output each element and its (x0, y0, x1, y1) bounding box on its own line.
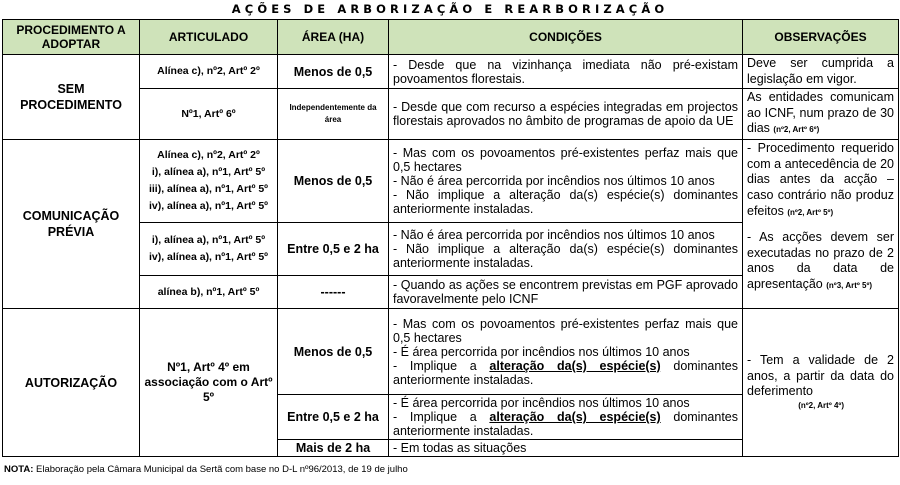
area-cell: Entre 0,5 e 2 ha (278, 223, 389, 276)
area-cell: Menos de 0,5 (278, 55, 389, 89)
note-label: NOTA: (4, 464, 34, 475)
legal-reference: (nº2, Artº 5º) (787, 207, 834, 217)
observations-cell (743, 309, 899, 457)
table-row (3, 140, 899, 223)
conditions-cell (389, 223, 743, 276)
obs-text: - Tem a validade de 2 anos, a partir da data do deferimento (747, 353, 894, 399)
legal-reference: (nº3, Artº 5º) (826, 280, 873, 290)
conditions-cell (389, 309, 743, 395)
articulado-line: iv), alínea a), nº1, Artº 5º (148, 251, 269, 264)
condition-line: - Mas com os povoamentos pré-existentes perfaz mais que 0,5 hectares (393, 146, 738, 175)
articulado-line: Alínea c), nº2, Artº 2º (157, 149, 260, 162)
articulado-cell: Nº1, Artº 6º (140, 89, 278, 140)
observation-paragraph (747, 230, 894, 293)
articulado-cell (140, 223, 278, 276)
condition-line: - Não é área percorrida por incêndios nos últimos 10 anos (393, 228, 715, 243)
observations-cell (743, 89, 899, 140)
articulado-line: iii), alínea a), nº1, Artº 5º (148, 183, 269, 196)
legal-reference: (nº2, Artº 6º) (773, 125, 820, 135)
header-row (3, 20, 899, 55)
condition-emphasis: alteração da(s) espécie(s) (489, 410, 661, 425)
condition-emphasis: alteração da(s) espécie(s) (489, 358, 661, 373)
observation-paragraph (747, 141, 894, 220)
table-row (3, 309, 899, 395)
condition-line: - Não implique a alteração da(s) espécie(s) dominantes anteriormente instaladas. (393, 242, 738, 271)
header-condicoes: CONDIÇÕES (389, 20, 743, 55)
articulado-cell: Nº1, Artº 4º em associação com o Artº 5º (140, 309, 278, 457)
header-observacoes: OBSERVAÇÕES (743, 20, 899, 55)
area-cell: ------ (278, 276, 389, 309)
conditions-cell: - Em todas as situações (389, 440, 743, 457)
condition-line: - Mas com os povoamentos pré-existentes perfaz mais que 0,5 hectares (393, 316, 738, 345)
obs-text: - As acções devem ser executadas no prazo de 2 anos da data de apresentação (747, 230, 894, 291)
articulado-line: i), alínea a), nº1, Artº 5º (151, 166, 266, 179)
articulado-cell: Alínea c), nº2, Artº 2º (140, 55, 278, 89)
condition-line: - É área percorrida por incêndios nos últimos 10 anos (393, 396, 690, 411)
header-procedimento: PROCEDIMENTO A ADOPTAR (3, 20, 140, 55)
procedure-comunicacao: COMUNICAÇÃO PRÉVIA (3, 140, 140, 309)
condition-text: dominantes anteriormente instaladas. (393, 410, 738, 439)
area-cell: Mais de 2 ha (278, 440, 389, 457)
area-cell: Menos de 0,5 (278, 309, 389, 395)
conditions-cell: - Quando as ações se encontrem previstas em PGF aprovado favoravelmente pelo ICNF (389, 276, 743, 309)
observations-cell (743, 140, 899, 309)
condition-line: - Não implique a alteração da(s) espécie(s) dominantes anteriormente instaladas. (393, 188, 738, 217)
articulado-line: i), alínea a), nº1, Artº 5º (151, 234, 266, 247)
legal-reference: (nº2, Artº 4º) (798, 401, 844, 411)
obs-text: As entidades comunicam ao ICNF, num prazo de 30 dias (747, 90, 894, 136)
procedure-sem: SEM PROCEDIMENTO (3, 55, 140, 140)
condition-text: dominantes anteriormente instaladas. (393, 358, 738, 387)
conditions-cell: - Desde que com recurso a espécies integradas em projectos florestais aprovados no âmbito de programas de apoio da UE (389, 89, 743, 140)
header-area: ÁREA (HA) (278, 20, 389, 55)
condition-line: - Não é área percorrida por incêndios nos últimos 10 anos (393, 174, 715, 189)
conditions-cell: - Desde que na vizinhança imediata não pré-existam povoamentos florestais. (389, 55, 743, 89)
conditions-cell (389, 140, 743, 223)
condition-text: - Implique a (393, 358, 490, 373)
table-row (3, 55, 899, 89)
area-cell: Entre 0,5 e 2 ha (278, 395, 389, 440)
header-articulado: ARTICULADO (140, 20, 278, 55)
area-cell: Independentemente da área (278, 89, 389, 140)
procedures-table (2, 19, 899, 457)
observations-cell: Deve ser cumprida a legislação em vigor. (743, 55, 899, 89)
articulado-cell: alínea b), nº1, Artº 5º (140, 276, 278, 309)
page-title: AÇÕES DE ARBORIZAÇÃO E REARBORIZAÇÃO (231, 2, 669, 16)
articulado-line: iv), alínea a), nº1, Artº 5º (148, 200, 269, 213)
procedure-autorizacao: AUTORIZAÇÃO (3, 309, 140, 457)
footnote (4, 464, 408, 476)
conditions-cell (389, 395, 743, 440)
articulado-cell (140, 140, 278, 223)
area-cell: Menos de 0,5 (278, 140, 389, 223)
note-text: Elaboração pela Câmara Municipal da Sertã com base no D-L nº96/2013, de 19 de julho (33, 464, 408, 475)
condition-line (393, 410, 738, 438)
condition-text: - Implique a (393, 410, 490, 425)
condition-line (393, 359, 738, 387)
obs-text: - Procedimento requerido com a antecedência de 20 dias antes da acção – caso contrário não produz efeitos (747, 141, 894, 218)
condition-line: - É área percorrida por incêndios nos últimos 10 anos (393, 344, 690, 359)
